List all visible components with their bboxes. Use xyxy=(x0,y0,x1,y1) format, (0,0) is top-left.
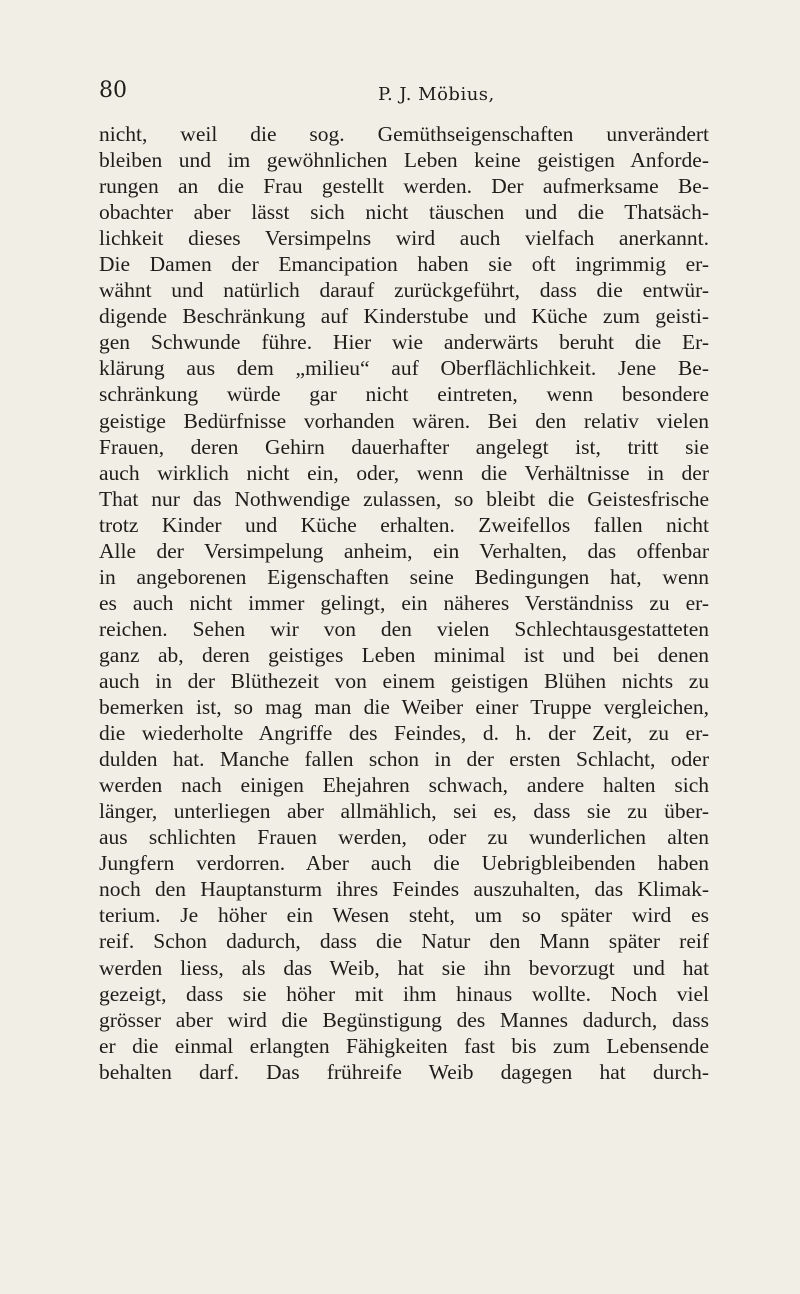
text-line: in angeborenen Eigenschaften seine Bedingungen hat, wenn xyxy=(99,564,709,589)
text-line: geistige Bedürfnisse vorhanden wären. Bei den relativ vielen xyxy=(99,408,709,433)
text-line: nicht, weil die sog. Gemüthseigenschaften unverändert xyxy=(99,122,709,146)
body-text xyxy=(99,121,709,1085)
text-line: bleiben und im gewöhnlichen Leben keine geistigen Anforde- xyxy=(99,148,709,173)
text-line: länger, unterliegen aber allmählich, sei es, dass sie zu über- xyxy=(99,799,709,824)
text-line: gen Schwunde führe. Hier wie anderwärts beruht die Er- xyxy=(99,330,709,355)
text-line: obachter aber lässt sich nicht täuschen und die Thatsäch- xyxy=(99,200,709,225)
text-line: Jungfern verdorren. Aber auch die Uebrigbleibenden haben xyxy=(99,851,709,876)
text-line: auch in der Blüthezeit von einem geistigen Blühen nichts zu xyxy=(99,668,709,693)
text-line: es auch nicht immer gelingt, ein näheres Verständniss zu er- xyxy=(99,590,709,615)
page-number: 80 xyxy=(99,78,127,103)
text-line: wähnt und natürlich darauf zurückgeführt, dass die entwür- xyxy=(99,278,709,303)
text-line: noch den Hauptansturm ihres Feindes auszuhalten, das Klimak- xyxy=(99,877,709,902)
text-line: dulden hat. Manche fallen schon in der ersten Schlacht, oder xyxy=(99,747,709,772)
text-line: trotz Kinder und Küche erhalten. Zweifellos fallen nicht xyxy=(99,512,709,537)
text-line: schränkung würde gar nicht eintreten, wenn besondere xyxy=(99,382,709,407)
text-line: terium. Je höher ein Wesen steht, um so später wird es xyxy=(99,903,709,928)
text-line: Alle der Versimpelung anheim, ein Verhalten, das offenbar xyxy=(99,538,709,563)
text-line: reif. Schon dadurch, dass die Natur den Mann später reif xyxy=(99,929,709,954)
text-line: die wiederholte Angriffe des Feindes, d. h. der Zeit, zu er- xyxy=(99,721,709,746)
text-line: rungen an die Frau gestellt werden. Der aufmerksame Be- xyxy=(99,174,709,199)
text-line: lichkeit dieses Versimpelns wird auch vielfach anerkannt. xyxy=(99,226,709,251)
running-head: P. J. Möbius, xyxy=(378,84,495,105)
text-line: That nur das Nothwendige zulassen, so bleibt die Geistesfrische xyxy=(99,486,709,511)
text-line: er die einmal erlangten Fähigkeiten fast bis zum Lebensende xyxy=(99,1033,709,1058)
text-line: reichen. Sehen wir von den vielen Schlechtausgestatteten xyxy=(99,616,709,641)
text-line: digende Beschränkung auf Kinderstube und Küche zum geisti- xyxy=(99,304,709,329)
text-line: bemerken ist, so mag man die Weiber einer Truppe vergleichen, xyxy=(99,695,709,720)
text-line: auch wirklich nicht ein, oder, wenn die Verhältnisse in der xyxy=(99,460,709,485)
text-line: werden nach einigen Ehejahren schwach, andere halten sich xyxy=(99,773,709,798)
text-line: behalten darf. Das frühreife Weib dagegen hat durch- xyxy=(99,1059,709,1084)
text-line: grösser aber wird die Begünstigung des Mannes dadurch, dass xyxy=(99,1007,709,1032)
text-line: klärung aus dem „milieu“ auf Oberflächlichkeit. Jene Be- xyxy=(99,356,709,381)
text-line: ganz ab, deren geistiges Leben minimal ist und bei denen xyxy=(99,642,709,667)
text-line: Die Damen der Emancipation haben sie oft ingrimmig er- xyxy=(99,252,709,277)
text-line: Frauen, deren Gehirn dauerhafter angelegt ist, tritt sie xyxy=(99,434,709,459)
text-line: gezeigt, dass sie höher mit ihm hinaus wollte. Noch viel xyxy=(99,981,709,1006)
text-line: werden liess, als das Weib, hat sie ihn bevorzugt und hat xyxy=(99,955,709,980)
text-line: aus schlichten Frauen werden, oder zu wunderlichen alten xyxy=(99,825,709,850)
